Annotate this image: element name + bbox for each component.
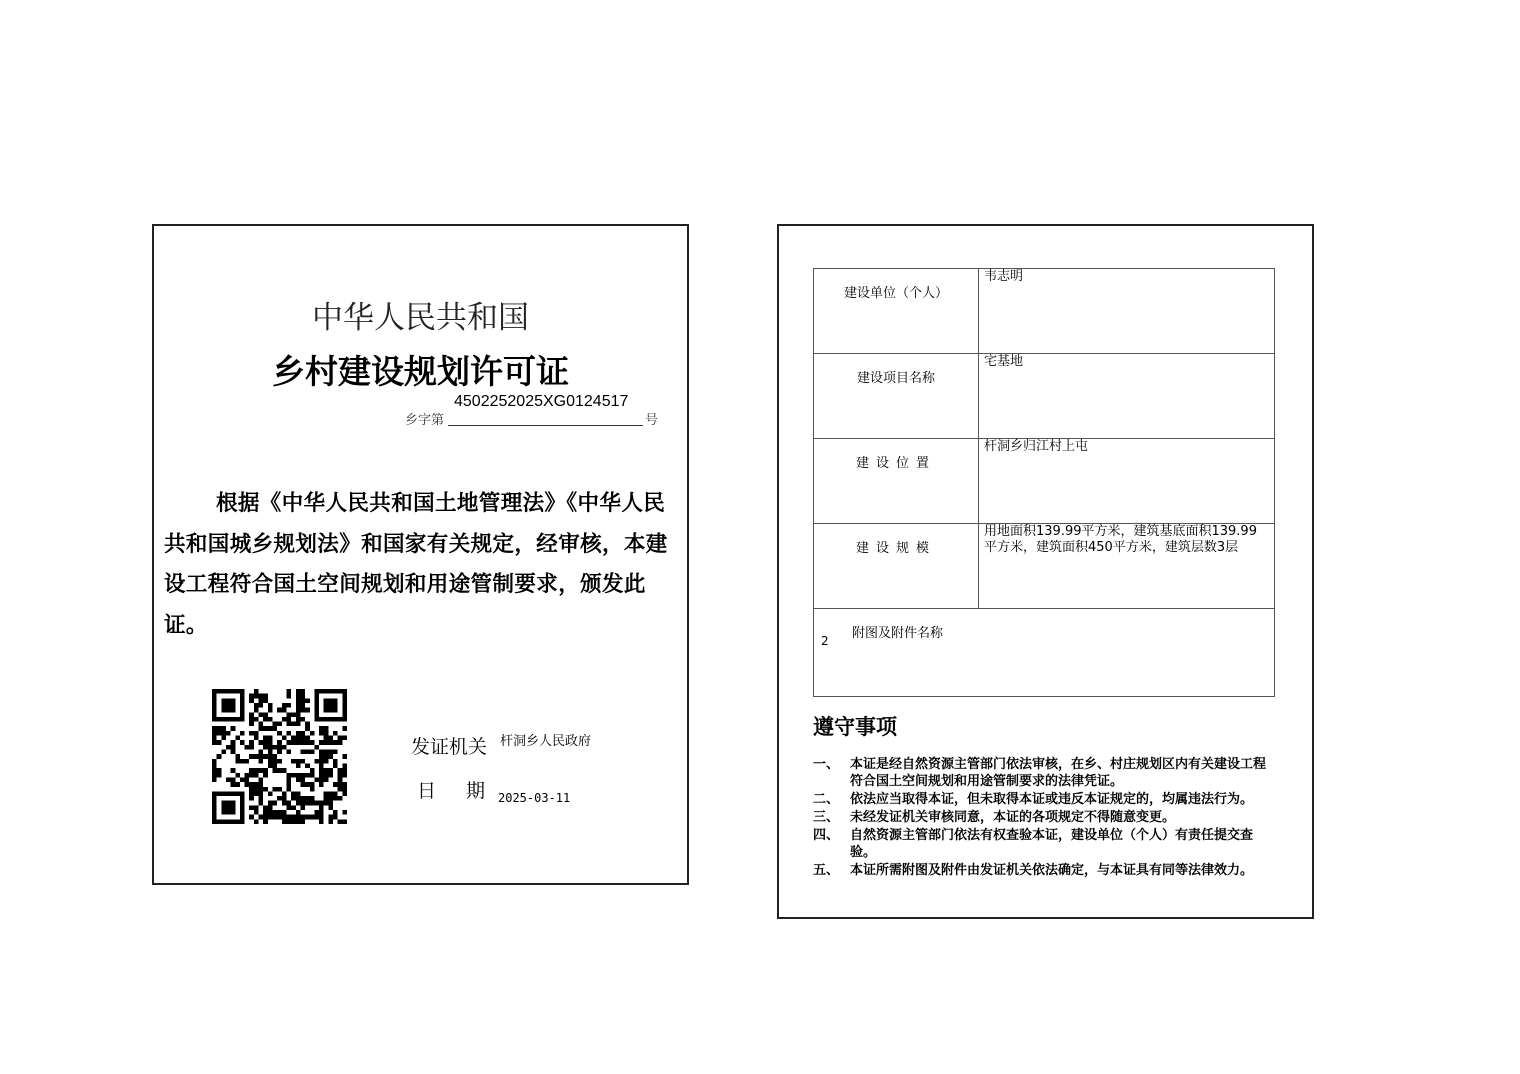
permit-front-page <box>152 224 689 885</box>
table-row <box>814 524 1275 609</box>
permit-back-page <box>777 224 1314 919</box>
issue-date-label: 日期 <box>417 780 516 802</box>
permit-title: 乡村建设规划许可证 <box>272 352 569 391</box>
attachment-label: 附图及附件名称 <box>852 626 944 641</box>
list-item: 二、 依法应当取得本证，但未取得本证或违反本证规定的，均属违法行为。 <box>813 792 1254 807</box>
certificate-number-prefix: 乡字第 <box>405 413 445 428</box>
table-row <box>814 354 1275 439</box>
permit-statement: 根据《中华人民共和国土地管理法》《中华人民共和国城乡规划法》和国家有关规定，经审核，本建设工程符合国土空间规划和用途管制要求，颁发此证。 <box>164 491 668 638</box>
table-row <box>814 269 1275 354</box>
row-label-project-name: 建设项目名称 <box>856 371 935 386</box>
country-name: 中华人民共和国 <box>312 300 529 336</box>
list-item: 一、 本证是经自然资源主管部门依法审核，在乡、村庄规划区内有关建设工程符合国土空间规划和用途管制要求的法律凭证。 <box>813 757 1267 789</box>
list-item: 四、 自然资源主管部门依法有权查验本证，建设单位（个人）有责任提交查验。 <box>813 828 1254 860</box>
list-item: 五、 本证所需附图及附件由发证机关依法确定，与本证具有同等法律效力。 <box>813 863 1254 878</box>
certificate-number: 4502252025XG0124517 <box>454 393 629 410</box>
row-label-location: 建设位置 <box>855 456 936 471</box>
issuer-name: 杆洞乡人民政府 <box>500 734 592 749</box>
list-item: 三、 未经发证机关审核同意，本证的各项规定不得随意变更。 <box>813 810 1176 825</box>
issuer-label: 发证机关 <box>411 736 488 758</box>
issue-date: 2025-03-11 <box>498 791 571 805</box>
row-value-location: 杆洞乡归江村上屯 <box>979 439 1275 524</box>
table-row <box>814 439 1275 524</box>
notice-list <box>813 756 1273 880</box>
certificate-number-suffix: 号 <box>645 413 659 428</box>
row-value-builder: 韦志明 <box>979 269 1275 354</box>
row-label-scale: 建设规模 <box>855 541 936 556</box>
row-value-scale: 用地面积139.99平方米，建筑基底面积139.99平方米，建筑面积450平方米，建筑层数3层 <box>979 524 1275 609</box>
notice-title: 遵守事项 <box>813 715 897 739</box>
row-label-builder: 建设单位（个人） <box>843 286 948 301</box>
row-value-project-name: 宅基地 <box>979 354 1275 439</box>
project-info-table <box>813 268 1275 697</box>
certificate-number-underline <box>448 425 643 426</box>
attachment-count: 2 <box>821 634 829 648</box>
qr-code-icon <box>212 689 347 824</box>
table-row <box>814 609 1275 697</box>
